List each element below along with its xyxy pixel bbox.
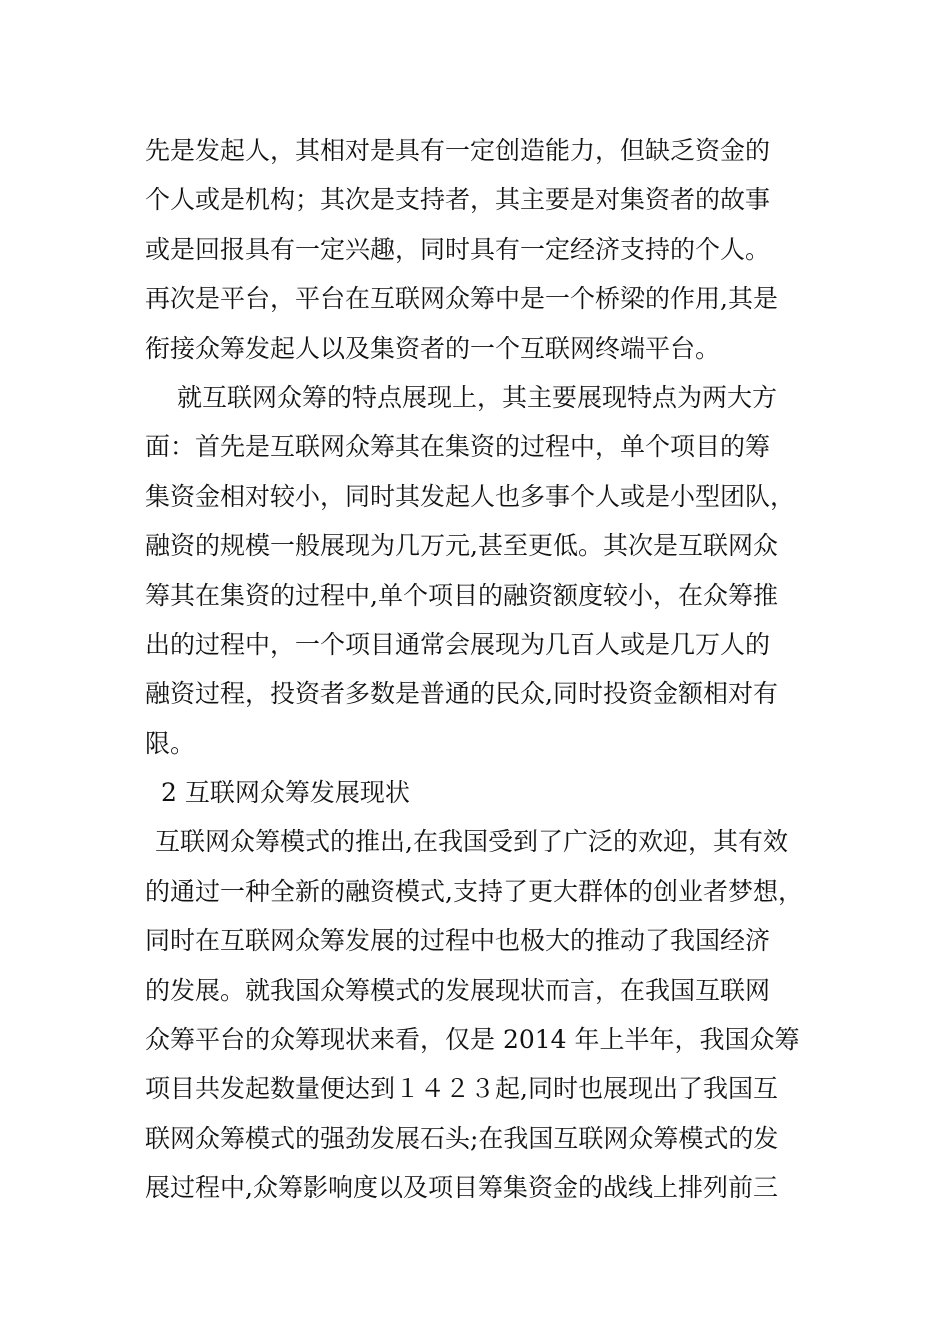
section-heading: 2 互联网众筹发展现状 (161, 778, 410, 808)
text-line: 筹其在集资的过程中,单个项目的融资额度较小，在众筹推 (145, 580, 778, 610)
text-line: 的通过一种全新的融资模式,支持了更大群体的创业者梦想， (145, 876, 803, 906)
text-line: 先是发起人，其相对是具有一定创造能力，但缺乏资金的 (145, 136, 771, 165)
document-body (145, 126, 807, 1213)
text-line: 的发展。就我国众筹模式的发展现状而言，在我国互联网 (145, 975, 771, 1005)
text-line: 融资过程，投资者多数是普通的民众,同时投资金额相对有 (145, 679, 778, 709)
text-line: 出的过程中，一个项目通常会展现为几百人或是几万人的 (145, 629, 771, 659)
text-line: 个人或是机构；其次是支持者，其主要是对集资者的故事 (145, 185, 771, 215)
text-line: 同时在互联网众筹发展的过程中也极大的推动了我国经济 (145, 926, 771, 956)
text-line: 衔接众筹发起人以及集资者的一个互联网终端平台。 (145, 333, 721, 363)
text-line: 集资金相对较小，同时其发起人也多事个人或是小型团队， (145, 481, 796, 511)
text-line: 再次是平台，平台在互联网众筹中是一个桥梁的作用,其是 (145, 284, 778, 314)
text-line: 面：首先是互联网众筹其在集资的过程中，单个项目的筹 (145, 432, 771, 462)
text-line: 互联网众筹模式的推出,在我国受到了广泛的欢迎，其有效 (155, 827, 788, 857)
text-line: 众筹平台的众筹现状来看，仅是 2014 年上半年，我国众筹 (145, 1025, 800, 1055)
paragraph-participants (145, 126, 807, 373)
paragraph-current-status (145, 817, 807, 1212)
text-line: 展过程中,众筹影响度以及项目筹集资金的战线上排列前三 (145, 1173, 778, 1203)
text-line: 融资的规模一般展现为几万元,甚至更低。其次是互联网众 (145, 531, 778, 561)
text-line: 项目共发起数量便达到１４２３起,同时也展现出了我国互 (145, 1074, 778, 1104)
text-line: 就互联网众筹的特点展现上，其主要展现特点为两大方 (177, 382, 778, 412)
text-line: 限。 (145, 728, 196, 758)
paragraph-characteristics (145, 373, 807, 768)
text-line: 联网众筹模式的强劲发展石头;在我国互联网众筹模式的发 (145, 1123, 779, 1153)
text-line: 或是回报具有一定兴趣，同时具有一定经济支持的个人。 (145, 234, 771, 264)
